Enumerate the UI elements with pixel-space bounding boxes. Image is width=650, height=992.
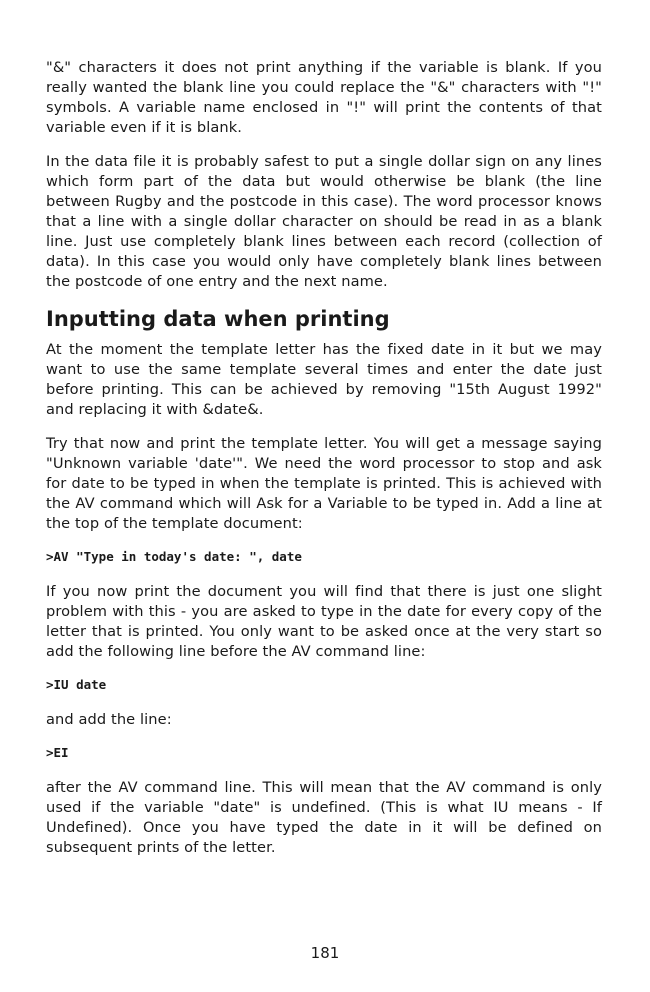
paragraph-slight-problem: If you now print the document you will find that there is just one slight problem with this - you are asked to type in the date for every copy of the letter that is printed. You only want to be asked once at the very start so add the following line before the AV command line: xyxy=(46,583,602,660)
page-number: 181 xyxy=(310,944,340,962)
paragraph-if-undefined: after the AV command line. This will mean that the AV command is only used if the variable "date" is undefined. (This is what IU means - If Undefined). Once you have typed the date in it will be defined on subsequent prints of the letter. xyxy=(46,779,602,856)
paragraph-blank-variables: "&" characters it does not print anything if the variable is blank. If you really wanted the blank line you could replace the "&" characters with "!" symbols. A variable name enclosed in "!" will print the contents of that variable even if it is blank. xyxy=(46,59,602,136)
code-line-ei: >EI xyxy=(46,745,69,760)
code-line-iu: >IU date xyxy=(46,677,107,692)
paragraph-unknown-variable: Try that now and print the template letter. You will get a message saying "Unknown variable 'date'". We need the word processor to stop and ask for date to be typed in when the template is printed. This is achieved with the AV command which will Ask for a Variable to be typed in. Add a line at the top of the template document: xyxy=(46,435,602,532)
paragraph-fixed-date: At the moment the template letter has the fixed date in it but we may want to use the same template several times and enter the date just before printing. This can be achieved by removing "15th August 1992" and replacing it with &date&. xyxy=(46,341,602,418)
paragraph-dollar-sign: In the data file it is probably safest to put a single dollar sign on any lines which form part of the data but would otherwise be blank (the line between Rugby and the postcode in this case). The word processor knows that a line with a single dollar character on should be read in as a blank line. Just use completely blank lines between each record (collection of data). In this case you would only have completely blank lines between the postcode of one entry and the next name. xyxy=(46,153,602,290)
paragraph-add-line: and add the line: xyxy=(46,711,172,728)
section-heading: Inputting data when printing xyxy=(46,307,390,331)
code-line-av: >AV "Type in today's date: ", date xyxy=(46,549,302,564)
